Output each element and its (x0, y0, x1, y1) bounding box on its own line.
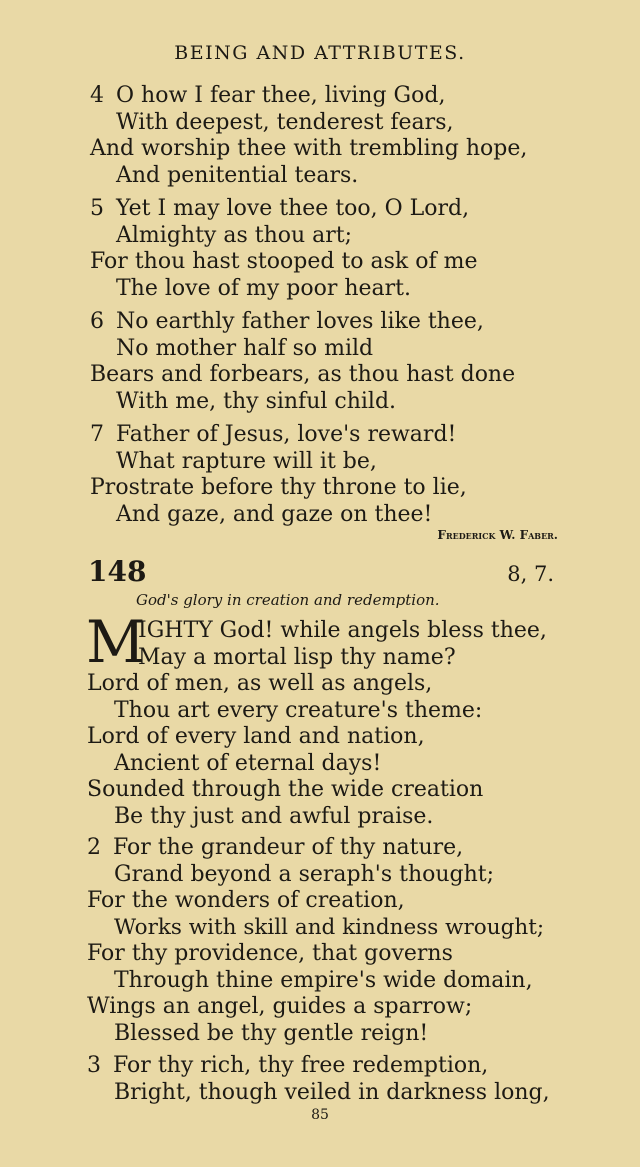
verse-line: The love of my poor heart. (116, 275, 411, 301)
verse-line: What rapture will it be, (116, 448, 377, 474)
verse-line: Be thy just and awful praise. (114, 803, 434, 829)
stanza-6 (0, 309, 640, 415)
verse-line: No mother half so mild (116, 335, 374, 361)
stanza-5 (0, 196, 640, 302)
verse-line: For thy providence, that governs (87, 941, 453, 966)
stanza-7 (0, 422, 640, 528)
verse-line: IGHTY God! while angels bless thee, (138, 618, 547, 643)
verse-number: 2 (87, 835, 101, 860)
verse-line: With me, thy sinful child. (116, 388, 397, 414)
hymn148-stanza-3 (0, 1053, 640, 1106)
verse-number: 3 (87, 1053, 101, 1078)
verse-line: May a mortal lisp thy name? (138, 644, 456, 670)
verse-line: For thou hast stooped to ask of me (90, 249, 478, 274)
verse-line: Almighty as thou art; (116, 222, 353, 248)
verse-number: 5 (90, 196, 104, 221)
verse-line: Wings an angel, guides a sparrow; (87, 994, 473, 1019)
verse-line: For the wonders of creation, (87, 888, 405, 913)
author-attribution: Frederick W. Faber. (437, 528, 558, 542)
drop-cap: M (86, 608, 146, 676)
stanza-4 (0, 83, 640, 189)
verse-line: Prostrate before thy throne to lie, (90, 475, 467, 500)
verse-line: Through thine empire's wide domain, (114, 967, 533, 993)
verse-line: And gaze, and gaze on thee! (116, 501, 433, 527)
verse-line: Ancient of eternal days! (114, 750, 382, 776)
hymn-number: 148 (88, 555, 147, 588)
verse-line: With deepest, tenderest fears, (116, 109, 454, 135)
verse-number: 4 (90, 83, 104, 108)
verse-line: Thou art every creature's theme: (114, 697, 483, 723)
hymn148-stanza-1 (0, 618, 640, 830)
verse-line: Grand beyond a seraph's thought; (114, 861, 495, 887)
hymn-subtitle: God's glory in creation and redemption. (136, 591, 440, 609)
running-head: BEING AND ATTRIBUTES. (174, 42, 466, 64)
hymn148-stanza-2 (0, 835, 640, 1047)
verse-number: 6 (90, 309, 104, 334)
verse-line: Blessed be thy gentle reign! (114, 1020, 429, 1046)
verse-line: Works with skill and kindness wrought; (114, 914, 545, 940)
hymn-meter: 8, 7. (507, 562, 554, 586)
verse-line: 4 O how I fear thee, living God, (90, 83, 446, 108)
verse-line: 2 For the grandeur of thy nature, (87, 835, 464, 860)
verse-line: 5 Yet I may love thee too, O Lord, (90, 196, 470, 221)
verse-line: And worship thee with trembling hope, (90, 136, 528, 161)
verse-line: Bright, though veiled in darkness long, (114, 1079, 550, 1105)
verse-line: Lord of every land and nation, (87, 724, 425, 749)
verse-line: 7 Father of Jesus, love's reward! (90, 422, 457, 447)
verse-line: Sounded through the wide creation (87, 777, 484, 802)
page-number: 85 (311, 1107, 329, 1123)
verse-line: And penitential tears. (116, 162, 359, 188)
verse-line: Bears and forbears, as thou hast done (90, 362, 516, 387)
verse-line: Lord of men, as well as angels, (87, 671, 433, 696)
verse-number: 7 (90, 422, 104, 447)
verse-line: 3 For thy rich, thy free redemption, (87, 1053, 489, 1078)
verse-line: 6 No earthly father loves like thee, (90, 309, 484, 334)
